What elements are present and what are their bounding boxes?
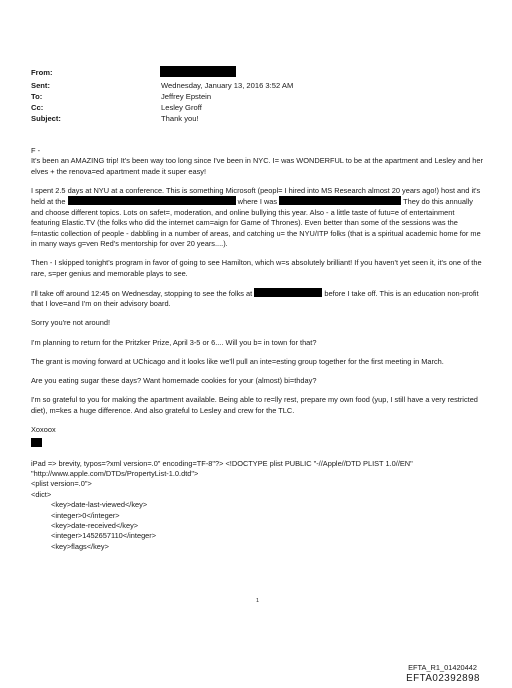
redaction-role — [279, 196, 401, 205]
salutation: F - — [31, 146, 41, 155]
cc-label: Cc: — [31, 103, 44, 112]
paragraph-2b: where I was — [237, 197, 278, 207]
to-label: To: — [31, 92, 43, 101]
dict-tag: <dict> — [31, 489, 52, 499]
redaction-organization — [254, 288, 322, 297]
to-value: Jeffrey Epstein — [161, 92, 212, 101]
paragraph-3: Then - I skipped tonight's program in favor of going to see Hamilton, which w=s absolutely brilliant! If you haven't yet seen it, it's one of the rare, s=per genius and memorable plays to see. — [31, 258, 482, 278]
paragraph-9: I'm so grateful to you for making the apartment available. Being able to re=lly rest, prepare my own food (yup, I still have a very restricted diet), m=kes a huge difference. And also grateful to Lesley and crew for the TLC. — [31, 395, 478, 415]
footer-id-large: EFTA02392898 — [406, 673, 480, 684]
xml-line: <key>flags</key> — [51, 541, 109, 551]
paragraph-4a: I'll take off around 12:45 on Wednesday, stopping to see the folks at — [31, 288, 253, 298]
xml-line: <key>date-last-viewed</key> — [51, 500, 148, 510]
subject-value: Thank you! — [161, 114, 199, 123]
redaction-signature — [31, 438, 42, 447]
paragraph-4b: before I take off. This is an education non-profit that I love=and I'm on their advisory board. — [31, 288, 479, 309]
paragraph-2a: I spent 2.5 days at NYU at a conference. This is something Microsoft (peopl= I hired into MS Research almost 20 years ago!) host and it's held at the — [31, 186, 481, 207]
subject-label: Subject: — [31, 114, 61, 123]
xml-block — [51, 500, 483, 552]
sent-label: Sent: — [31, 81, 50, 90]
paragraph-7: The grant is moving forward at UChicago and it looks like we'll pull an inte=esting group together for the first meeting in March. — [31, 356, 444, 366]
plist-tag: <plist version=.0"> — [31, 479, 92, 489]
sent-value: Wednesday, January 13, 2016 3:52 AM — [161, 81, 294, 90]
footer-id-small: EFTA_R1_01420442 — [408, 663, 477, 672]
paragraph-1: It's been an AMAZING trip! It's been way too long since I've been in NYC. I= was WONDERFUL to be at the apartment and Lesley and her elves + the renova=ed apartment made it super easy! — [31, 156, 483, 176]
page-number: 1 — [256, 598, 260, 604]
from-label: From: — [31, 68, 53, 77]
redaction-venue — [68, 196, 236, 205]
cc-value: Lesley Groff — [161, 103, 202, 112]
ipad-line: iPad => brevity, typos=?xml version=.0" encoding=TF-8"?> <!DOCTYPE plist PUBLIC "-//Apple//DTD PLIST 1.0//EN" "http://www.apple.com/DTDs/PropertyList-1.0.dtd"> — [31, 458, 413, 478]
paragraph-2c: They do this annually and choose different topics. Lots on safet=, moderation, and online bullying this year. Also - a little taste of futu=e of entertainment featuring Elastic.TV (the folks who did the internet cam=aign for Game of Thrones). Even better than some of the sessions was the f=ntastic collection of people - dabbling in a number of areas, and catching u= the NYU/ITP folks (that is a spiritual academic home for me in many ways g=ven Red's mentorship for over 20 years....). — [31, 197, 481, 249]
paragraph-5: Sorry you're not around! — [31, 318, 111, 328]
xml-line: <key>date-received</key> — [51, 520, 139, 530]
xml-line: <integer>1452657110</integer> — [51, 531, 157, 541]
signoff: Xoxoox — [31, 424, 56, 434]
xml-line: <integer>0</integer> — [51, 510, 120, 520]
paragraph-8: Are you eating sugar these days? Want homemade cookies for your (almost) bi=thday? — [31, 376, 317, 386]
email-body — [31, 146, 483, 552]
from-redaction — [160, 66, 236, 77]
paragraph-6: I'm planning to return for the Pritzker Prize, April 3-5 or 6.... Will you b= in town for that? — [31, 337, 317, 347]
